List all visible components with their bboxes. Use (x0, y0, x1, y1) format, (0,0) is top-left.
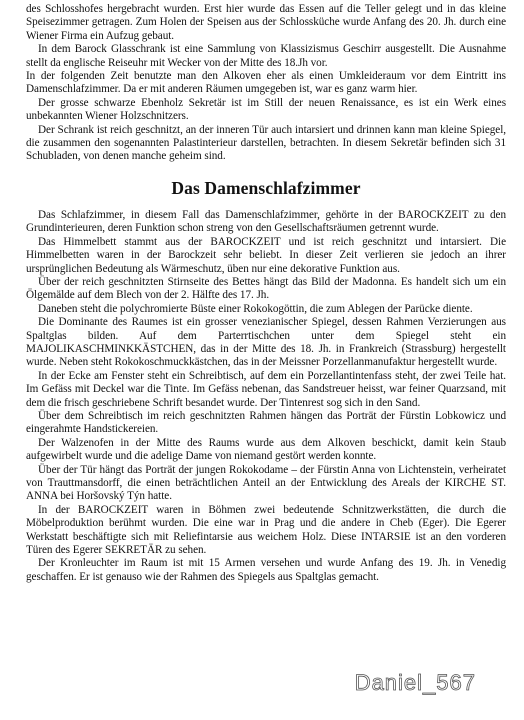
paragraph: Über der reich geschnitzten Stirnseite des Bettes hängt das Bild der Madonna. Es handelt sich um ein Ölgemälde auf dem Blech von der 2. Hälfte des 17. Jh. (26, 275, 506, 302)
paragraph: Über dem Schreibtisch im reich geschnitzten Rahmen hängen das Porträt der Fürstin Lobkowicz und eingerahmte Handstickereien. (26, 409, 506, 436)
section-damenschlafzimmer (26, 209, 506, 584)
paragraph: Der grosse schwarze Ebenholz Sekretär ist im Still der neuen Renaissance, es ist ein Werk eines unbekannten Wiener Holzschnitzers. (26, 96, 506, 123)
paragraph: Der Schrank ist reich geschnitzt, an der inneren Tür auch intarsiert und drinnen kann man kleine Spiegel, die zusammen den sogenannten Palastinterieur darstellen, betrachten. In diesem Sekretär befinden sich 31 Schubladen, von denen manche geheim sind. (26, 123, 506, 163)
paragraph: In der Ecke am Fenster steht ein Schreibtisch, auf dem ein Porzellantintenfass steht, der zwei Teile hat. Im Gefäss mit Deckel war die Tinte. Im Gefäss nebenan, das Sandstreuer heisst, war feiner Quarzsand, mit dem die frisch geschriebene Schrift besandet wurde. Der Tintenrest sog sich in den Sand. (26, 369, 506, 409)
section-intro (26, 3, 506, 164)
paragraph: Über der Tür hängt das Porträt der jungen Rokokodame – der Fürstin Anna von Lichtenstein, verheiratet von Trauttmansdorff, die einen beträchtlichen Anteil an der Entwicklung des Areals der KIRCHE ST. ANNA bei Horšovský Týn hatte. (26, 463, 506, 503)
paragraph: In der BAROCKZEIT waren in Böhmen zwei bedeutende Schnitzwerkstätten, die durch die Möbelproduktion berühmt wurden. Die eine war in Prag und die andere in Cheb (Eger). Die Egerer Werkstatt beschäftigte sich mit Reliefintarsie aus weichem Holz. Diese INTARSIE ist an den vorderen Türen des Egerer SEKRETÄR zu sehen. (26, 503, 506, 557)
section-heading: Das Damenschlafzimmer (171, 177, 361, 198)
paragraph: Das Himmelbett stammt aus der BAROCKZEIT und ist reich geschnitzt und intarsiert. Die Himmelbetten waren in der Barockzeit sehr beliebt. In dieser Zeit verlieren sie jedoch an ihrer ursprünglichen Bedeutung als Wärmeschutz, üben nur eine dekorative Funktion aus. (26, 235, 506, 275)
paragraph: Das Schlafzimmer, in diesem Fall das Damenschlafzimmer, gehörte in der BAROCKZEIT zu den Grundinterieuren, deren Funktion schon streng von den Gesellschaftsräumen getrennt wurde. (26, 208, 506, 235)
paragraph: Der Kronleuchter im Raum ist mit 15 Armen versehen und wurde Anfang des 19. Jh. in Venedig geschaffen. Er ist genauso wie der Rahmen des Spiegels aus Spaltglas gemacht. (26, 557, 506, 583)
paragraph: Die Dominante des Raumes ist ein grosser venezianischer Spiegel, dessen Rahmen Verzierungen aus Spaltglas bilden. Auf dem Parterrtischchen unter dem Spiegel steht ein MAJOLIKASCHMINKKÄSTCHEN, das in der Mitte des 18. Jh. in Frankreich (Strassburg) hergestellt wurde. Neben steht Rokokoschmuckkästchen, das in der Meissner Porzellanmanufaktur hergestellt wurde. (26, 316, 506, 369)
watermark: Daniel_567 (354, 670, 476, 695)
paragraph: In der folgenden Zeit benutzte man den Alkoven eher als einen Umkleideraum vor dem Eintritt ins Damenschlafzimmer. Da er mit anderen Räumen umgegeben ist, war es ganz warm hier. (26, 70, 506, 96)
paragraph: Der Walzenofen in der Mitte des Raums wurde aus dem Alkoven beschickt, damit kein Staub aufgewirbelt wurde und die adelige Dame von niemand gestört werden konnte. (26, 436, 506, 463)
paragraph: In dem Barock Glasschrank ist eine Sammlung von Klassizismus Geschirr ausgestellt. Die Ausnahme stellt da englische Reiseuhr mit Wecker von der Mitte des 18.Jh vor. (26, 43, 506, 69)
paragraph: Daneben steht die polychromierte Büste einer Rokokogöttin, die zum Ablegen der Parücke diente. (38, 302, 473, 315)
paragraph: des Schlosshofes hergebracht wurden. Erst hier wurde das Essen auf die Teller gelegt und in das kleine Speisezimmer getragen. Zum Holen der Speisen aus der Schlossküche wurde Anfang des 20. Jh. durch eine Wiener Firma ein Aufzug gebaut. (26, 3, 506, 42)
